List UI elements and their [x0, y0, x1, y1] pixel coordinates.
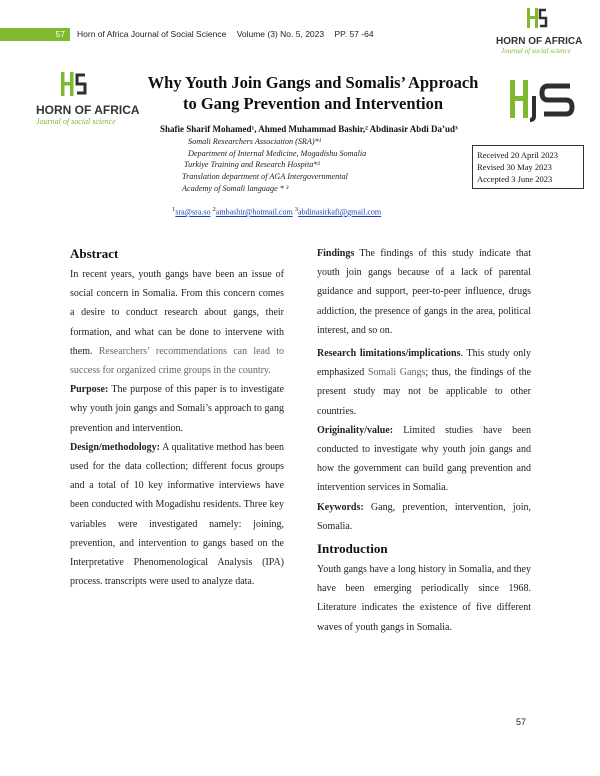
title-line-2: to Gang Prevention and Intervention — [182, 94, 444, 113]
affiliation-1: Somali Researchers Association (SRA)*¹ — [188, 137, 322, 146]
logo-name: HORN OF AFRICA — [36, 103, 140, 117]
logo-subtitle: Journal of social science — [501, 47, 571, 55]
design-text: A qualitative method has been used for the data collection; different focus groups and a total of 10 key informative interviews have been conducted with Mogadishu residents. Three key variables were investigated namely: joining, prevention, and intervention to gangs based on the Interpretative Phenomenological Analysis (IPA) process. transcripts were used to analyze data. — [70, 441, 284, 588]
running-header — [0, 28, 470, 41]
email-1-sup: 1 — [172, 206, 176, 213]
email-1-link[interactable]: sra@sra.so — [175, 207, 211, 217]
author-emails — [172, 206, 381, 217]
journal-logo-top — [496, 6, 583, 55]
email-3-sup: 3 — [294, 206, 299, 213]
abstract-intro-gray: Researchers’ recommendations can lead to success for organized crime groups in the country. — [70, 345, 285, 377]
right-column — [317, 244, 531, 637]
abstract-design — [70, 438, 284, 592]
header-journal-name: Horn of Africa Journal of Social Science — [77, 29, 227, 39]
footer-page-number: 57 — [516, 717, 527, 727]
abstract-intro — [70, 265, 284, 380]
limitations-gray: Somali Gangs — [367, 367, 426, 379]
header-journal-info — [77, 28, 382, 41]
introduction-heading: Introduction — [317, 541, 388, 557]
hjs-logo-icon — [58, 70, 88, 100]
date-accepted: Accepted 3 June 2023 — [477, 174, 553, 184]
dates-box — [472, 145, 584, 189]
email-2-sup: 2 — [212, 206, 216, 213]
logo-name: HORN OF AFRICA — [496, 36, 583, 47]
purpose-text: The purpose of this paper is to investigate why youth join gangs and Somali’s approach to gang prevention and intervention. — [70, 384, 284, 434]
limitations-text-a: . This study only emphasized — [317, 348, 532, 379]
email-3-link[interactable]: abdinasirkafi@gmail.com — [298, 207, 382, 217]
originality-text: Limited studies have been conducted to investigate why youth join gangs and how the government can build gang prevention and intervention services in Somalia. — [317, 424, 531, 494]
abstract-intro-text: In recent years, youth gangs have been an issue of social concern in Somalia. From this concern comes a desire to conduct research about gangs, their formation, and what can be done to intervene with them. — [70, 269, 284, 357]
hjs-logo-icon — [522, 6, 550, 32]
purpose-label: Purpose: — [70, 384, 109, 396]
abstract-heading: Abstract — [70, 246, 119, 261]
originality-label: Originality/value: — [317, 424, 394, 436]
abstract-purpose — [70, 380, 284, 438]
affiliation-2: Department of Internal Medicine, Mogadishu Somalia — [188, 149, 367, 158]
limitations-label: Research limitations/implications — [317, 348, 461, 360]
limitations-text-b: ; thus, the findings of the present study may not be applicable to other countries. — [317, 367, 532, 417]
authors: Shafie Sharif Mohamed¹, Ahmed Muhammad Bashir,² Abdinasir Abdi Da’ud³ — [160, 124, 458, 134]
email-2-link[interactable]: ambashir@hotmail.com — [215, 207, 293, 217]
header-page-number: 57 — [0, 28, 70, 41]
findings-text: The findings of this study indicate that youth join gangs because of a lack of parental guidance and support, peer-to-peer influence, drugs addiction, the presence of gangs in the area, political interest, and so on. — [317, 248, 531, 336]
keywords-text: Gang, prevention, intervention, join, Somalia. — [317, 501, 531, 532]
introduction-text: Youth gangs have a long history in Somalia, and they have been emerging periodically since 1968. Literature indicates the existence of five different waves of youth gangs in Somalia. — [317, 564, 531, 633]
abstract-limitations — [317, 344, 531, 421]
abstract-originality — [317, 421, 531, 498]
abstract-keywords — [317, 498, 531, 536]
design-label: Design/methodology: — [70, 441, 160, 453]
abstract-findings — [317, 244, 531, 340]
date-received: Received 20 April 2023 — [477, 150, 558, 160]
keywords-label: Keywords: — [317, 501, 364, 513]
affiliation-3: Turkiye Training and Research Hospita*² — [184, 160, 320, 169]
left-column — [70, 245, 284, 591]
affiliation-5: Academy of Somali language * ³ — [182, 184, 289, 193]
affiliation-4: Translation department of AGA Intergovernmental — [182, 172, 348, 181]
journal-logo-left — [36, 70, 140, 126]
hjs-large-logo-icon — [508, 76, 576, 122]
title-line-1: Why Youth Join Gangs and Somalis’ Approach — [147, 73, 479, 92]
date-revised: Revised 30 May 2023 — [477, 162, 552, 172]
logo-subtitle: Journal of social science — [36, 117, 116, 126]
article-title — [126, 72, 500, 114]
header-pages: PP. 57 -64 — [334, 29, 374, 39]
findings-label: Findings — [317, 248, 355, 259]
header-volume: Volume (3) No. 5, 2023 — [236, 29, 325, 39]
